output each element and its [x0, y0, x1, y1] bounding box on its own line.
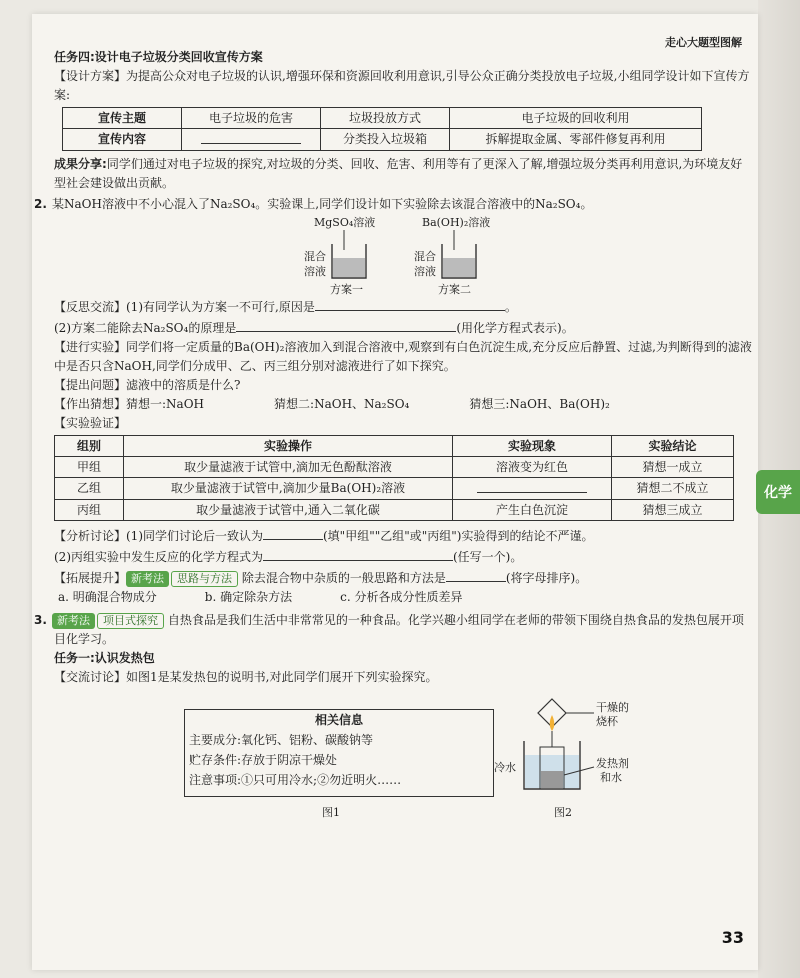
table-cell: 产生白色沉淀 [453, 500, 612, 521]
q2-stem-row [34, 195, 754, 214]
table-cell: 猜想三成立 [612, 500, 734, 521]
reagent2-label: Ba(OH)₂溶液 [422, 216, 491, 229]
table-row [55, 500, 734, 521]
beaker-label: 烧杯 [596, 715, 618, 728]
verify-table [54, 435, 734, 521]
table-cell: 取少量滤液于试管中,滴加无色酚酞溶液 [124, 457, 453, 478]
answer-blank[interactable] [182, 129, 321, 151]
guess-row [54, 395, 754, 414]
table-header: 实验结论 [612, 436, 734, 457]
answer-blank[interactable] [453, 478, 612, 500]
question-number: 3. [34, 613, 47, 627]
project-badge: 项目式探究 [97, 613, 164, 629]
question-number: 2. [34, 197, 47, 211]
options-row [58, 588, 754, 607]
table-row [63, 108, 702, 129]
table-cell: 溶液变为红色 [453, 457, 612, 478]
table-cell: 猜想一成立 [612, 457, 734, 478]
flame-icon [550, 715, 555, 731]
table-row [63, 129, 702, 151]
promo-table [62, 107, 702, 151]
table-cell: 拆解提取金属、零部件修复再利用 [450, 129, 702, 151]
fig2-caption: 图2 [554, 806, 572, 819]
table-header-row [55, 436, 734, 457]
option-b: b. 确定除杂方法 [204, 590, 293, 604]
method-badge: 思路与方法 [171, 571, 238, 587]
analysis1-text: 【分析讨论】(1)同学们讨论后一致认为 [54, 529, 263, 543]
table-header: 实验操作 [124, 436, 453, 457]
table-cell: 乙组 [55, 478, 124, 500]
info-line: 贮存条件:存放于阴凉干燥处 [189, 753, 338, 767]
answer-blank[interactable] [263, 546, 453, 561]
dry-label: 干燥的 [596, 701, 629, 714]
table-row [55, 457, 734, 478]
q3-stem-row [34, 611, 754, 649]
reagent1-label: MgSO₄溶液 [314, 216, 376, 229]
table-cell: 宣传主题 [63, 108, 182, 129]
mix-label: 混合 [414, 250, 436, 263]
info-line: 注意事项:①只可用冷水;②勿近明火…… [189, 773, 402, 787]
plan2-label: 方案二 [438, 283, 471, 296]
analysis1-end: (填"甲组""乙组"或"丙组")实验得到的结论不严谨。 [323, 529, 594, 543]
reflect2-row [54, 317, 754, 338]
new-method-badge: 新考法 [126, 571, 169, 587]
analysis2-end: (任写一个)。 [453, 550, 523, 564]
table-cell: 猜想二不成立 [612, 478, 734, 500]
share-text: 同学们通过对电子垃圾的探究,对垃圾的分类、回收、危害、利用等有了更深入了解,增强垃圾分类再利用意识,为环境友好型社会建设做出贡献。 [54, 157, 743, 190]
table-cell: 取少量滤液于试管中,通入二氧化碳 [124, 500, 453, 521]
answer-blank[interactable] [236, 317, 456, 332]
table-header: 实验现象 [453, 436, 612, 457]
reflect1-end: 。 [504, 300, 517, 314]
mix-label: 混合 [304, 250, 326, 263]
beaker1-liquid [333, 258, 365, 277]
table-cell: 分类投入垃圾箱 [321, 129, 450, 151]
analysis1-row [54, 525, 754, 546]
extend-text: 除去混合物中杂质的一般思路和方法是 [241, 571, 446, 585]
option-a: a. 明确混合物成分 [58, 590, 157, 604]
reflect1-text: 【反思交流】(1)有同学认为方案一不可行,原因是 [54, 300, 315, 314]
agent-label: 发热剂 [596, 757, 629, 770]
table-header: 组别 [55, 436, 124, 457]
reflect2-text: (2)方案二能除去Na₂SO₄的原理是 [54, 321, 237, 335]
table-row [55, 478, 734, 500]
guess-label: 【作出猜想】 [54, 397, 127, 411]
new-method-badge: 新考法 [52, 613, 95, 629]
beaker2-liquid [443, 258, 475, 277]
solution-label: 溶液 [304, 265, 326, 278]
table-cell: 丙组 [55, 500, 124, 521]
analysis2-text: (2)丙组实验中发生反应的化学方程式为 [54, 550, 263, 564]
table-cell: 甲组 [55, 457, 124, 478]
task4-design: 【设计方案】为提高公众对电子垃圾的认识,增强环保和资源回收利用意识,引导公众正确分类投放电子垃圾,小组同学设计如下宣传方案: [54, 69, 750, 102]
info-line: 主要成分:氧化钙、铝粉、碳酸钠等 [189, 733, 374, 747]
solution-label: 溶液 [414, 265, 436, 278]
answer-blank[interactable] [263, 525, 323, 540]
task4-share [54, 155, 754, 193]
answer-blank[interactable] [446, 567, 506, 582]
info-box [184, 709, 494, 797]
table-cell: 宣传内容 [63, 129, 182, 151]
q3-stem: 自热食品是我们生活中非常常见的一种食品。化学兴趣小组同学在老师的带领下围绕自热食品的发热包展开项目化学习。 [54, 613, 744, 646]
info-title: 相关信息 [314, 713, 363, 727]
subject-tab: 化学 [756, 470, 800, 514]
page-content [34, 48, 754, 821]
extend-label: 【拓展提升】 [54, 571, 127, 585]
reflect1-row [54, 296, 754, 317]
table-cell: 电子垃圾的危害 [182, 108, 321, 129]
brand-header: 走心大题型图解 [665, 36, 742, 49]
answer-blank[interactable] [315, 296, 505, 311]
table-cell: 取少量滤液于试管中,滴加少量Ba(OH)₂溶液 [124, 478, 453, 500]
figures-area [54, 691, 754, 821]
fig1-caption: 图1 [322, 806, 340, 819]
water-label: 和水 [600, 771, 622, 784]
task1-title: 任务一:认识发热包 [54, 651, 155, 665]
experiment-text: 【进行实验】同学们将一定质量的Ba(OH)₂溶液加入到混合溶液中,观察到有白色沉淀生成,充分反应后静置、过滤,为判断得到的滤液中是否只含NaOH,同学们分成甲、乙、丙三组分别对滤液进行了如下探究。 [54, 340, 752, 373]
question-text: 【提出问题】滤液中的溶质是什么? [54, 378, 241, 392]
share-label: 成果分享: [54, 157, 107, 171]
q2-figure [274, 214, 694, 296]
extend-end: (将字母排序)。 [505, 571, 588, 585]
extend-row [54, 567, 754, 588]
option-c: c. 分析各成分性质差异 [340, 590, 463, 604]
page-number: 33 [721, 928, 744, 947]
discuss-text: 【交流讨论】如图1是某发热包的说明书,对此同学们展开下列实验探究。 [54, 670, 438, 684]
table-cell: 电子垃圾的回收利用 [450, 108, 702, 129]
verify-label: 【实验验证】 [54, 416, 127, 430]
fig2-diagram [494, 691, 674, 803]
plan1-label: 方案一 [330, 283, 363, 296]
heat-agent [541, 771, 563, 788]
guess1: 猜想一:NaOH [126, 397, 205, 411]
table-cell: 垃圾投放方式 [321, 108, 450, 129]
guess2: 猜想二:NaOH、Na₂SO₄ [274, 397, 410, 411]
reflect2-end: (用化学方程式表示)。 [456, 321, 574, 335]
q2-stem: 某NaOH溶液中不小心混入了Na₂SO₄。实验课上,同学们设计如下实验除去该混合溶液中的Na₂SO₄。 [52, 197, 593, 211]
analysis2-row [54, 546, 754, 567]
task4-title: 任务四:设计电子垃圾分类回收宣传方案 [54, 50, 263, 64]
guess3: 猜想三:NaOH、Ba(OH)₂ [469, 397, 610, 411]
cold-water-label: 冷水 [494, 761, 516, 774]
